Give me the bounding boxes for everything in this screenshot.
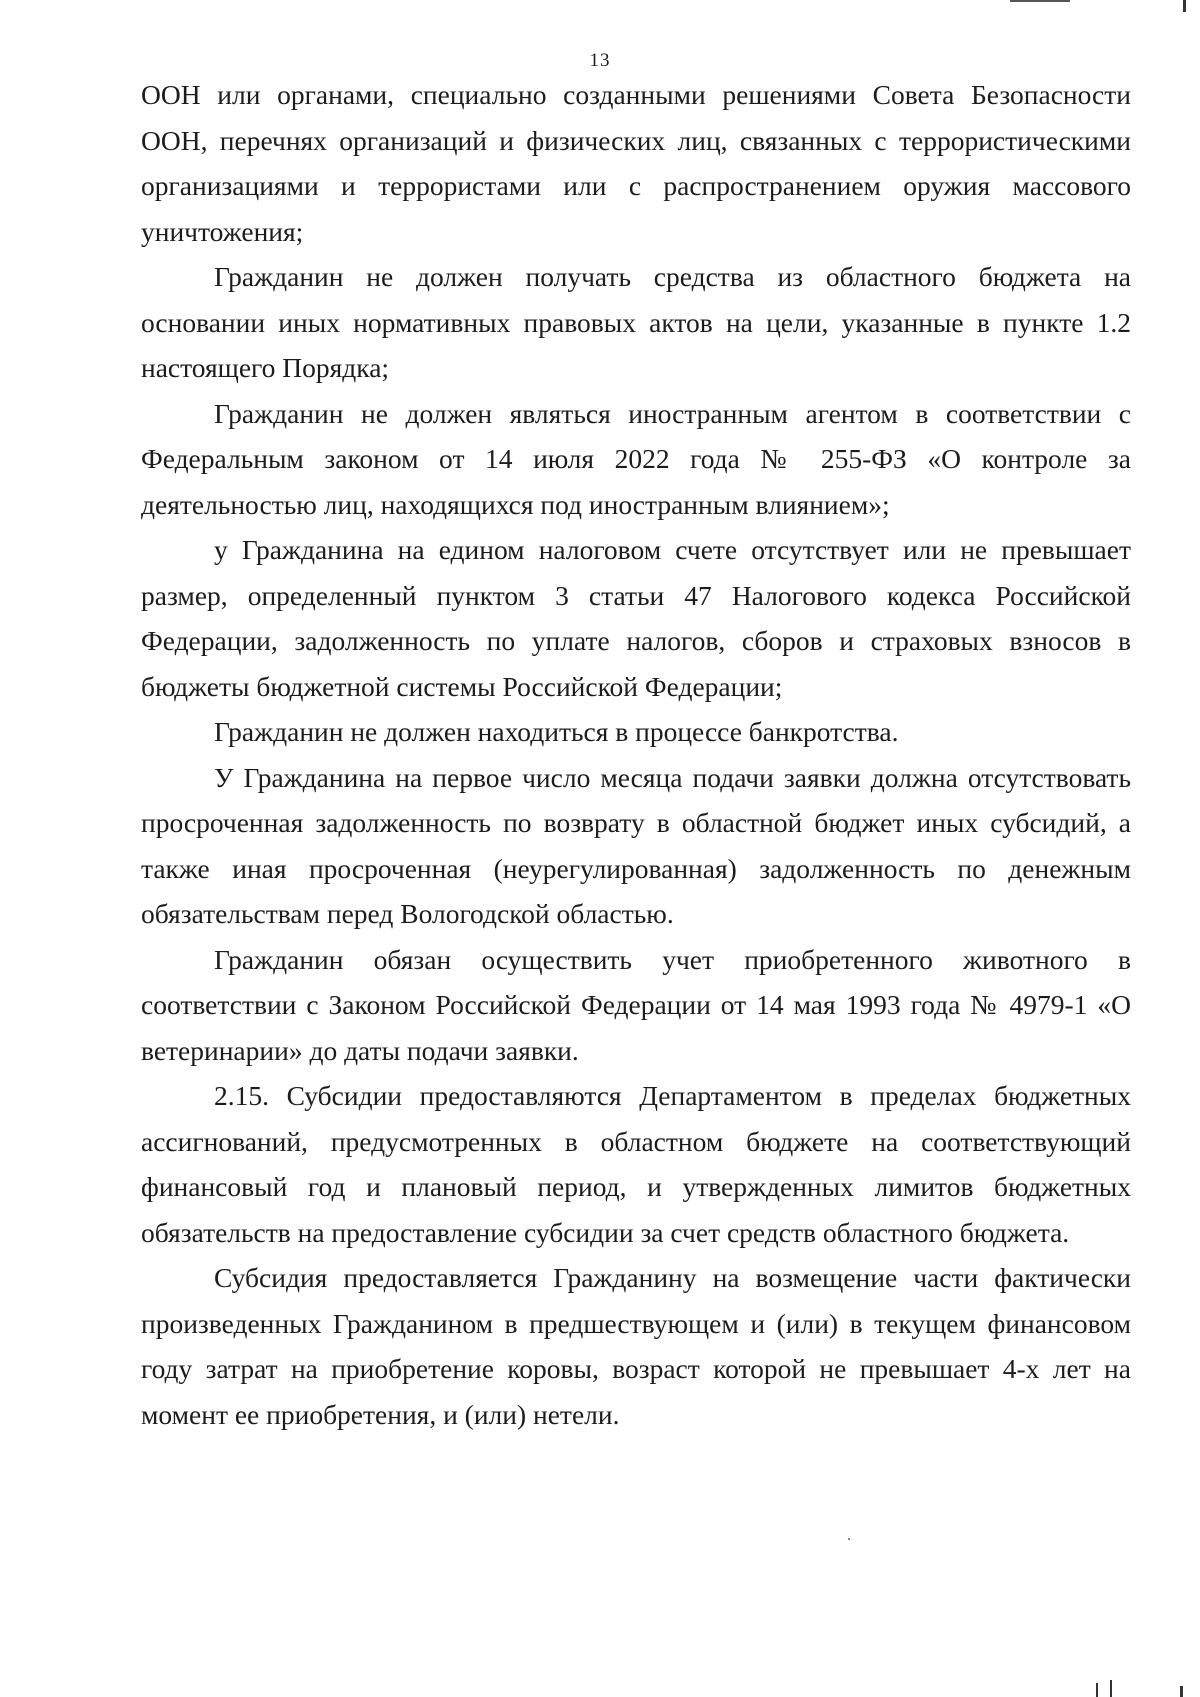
scan-artifact-bottom-right-2 — [1110, 1680, 1112, 1697]
page-number: 13 — [589, 50, 611, 71]
paragraph-overdue-debt: У Гражданина на первое число месяца подачи заявки должна отсутствовать просроченная задолженность по возврату в областной бюджет иных субсидий, а также иная просроченная (неурегулированная) задолженность по денежным обязательствам перед Вологодской областью. — [141, 761, 1131, 929]
paragraph-subsidy-purpose: Субсидия предоставляется Гражданину на возмещение части фактически произведенных Гражданином в предшествующем и (или) в текущем финансовом году затрат на приобретение коровы, возраст которой не превышает 4-х лет на момент ее приобретения, и (или) нетели. — [141, 1262, 1131, 1430]
paragraph-foreign-agent: Гражданин не должен являться иностранным агентом в соответствии с Федеральным законом от 14 июля 2022 года № 255-ФЗ «О контроле за деятельностью лиц, находящихся под иностранным влиянием»; — [141, 397, 1131, 520]
scan-artifact-top-right — [1183, 0, 1186, 12]
paragraph-tax-debt: у Гражданина на едином налоговом счете отсутствует или не превышает размер, определенный пунктом 3 статьи 47 Налогового кодекса Российской Федерации, задолженность по уплате налогов, сборов и страховых взносов в бюджеты бюджетной системы Российской Федерации; — [141, 534, 1131, 702]
scan-speck — [848, 1538, 850, 1540]
paragraph-2-15-subsidies: 2.15. Субсидии предоставляются Департаментом в пределах бюджетных ассигнований, предусмотренных в областном бюджете на соответствующий финансовый год и плановый период, и утвержденных лимитов бюджетных обязательств на предоставление субсидии за счет средств областного бюджета. — [141, 1080, 1131, 1248]
paragraph-animal-registration: Гражданин обязан осуществить учет приобретенного животного в соответствии с Законом Российской Федерации от 14 мая 1993 года № 4979-1 «О ветеринарии» до даты подачи заявки. — [141, 943, 1131, 1066]
scan-artifact-bottom-right — [1096, 1683, 1098, 1697]
document-body — [141, 72, 1131, 1437]
scan-artifact-bottom-right-3 — [1180, 1686, 1183, 1697]
paragraph-regional-budget-funds: Гражданин не должен получать средства из областного бюджета на основании иных нормативных правовых актов на цели, указанные в пункте 1.2 настоящего Порядка; — [141, 261, 1131, 383]
paragraph-un-lists: ООН или органами, специально созданными решениями Совета Безопасности ООН, перечнях организаций и физических лиц, связанных с террористическими организациями и террористами или с распространением оружия массового уничтожения; — [141, 79, 1131, 247]
scan-artifact-top-right-2 — [1010, 0, 1070, 2]
paragraph-bankruptcy: Гражданин не должен находиться в процессе банкротства. — [214, 716, 899, 747]
